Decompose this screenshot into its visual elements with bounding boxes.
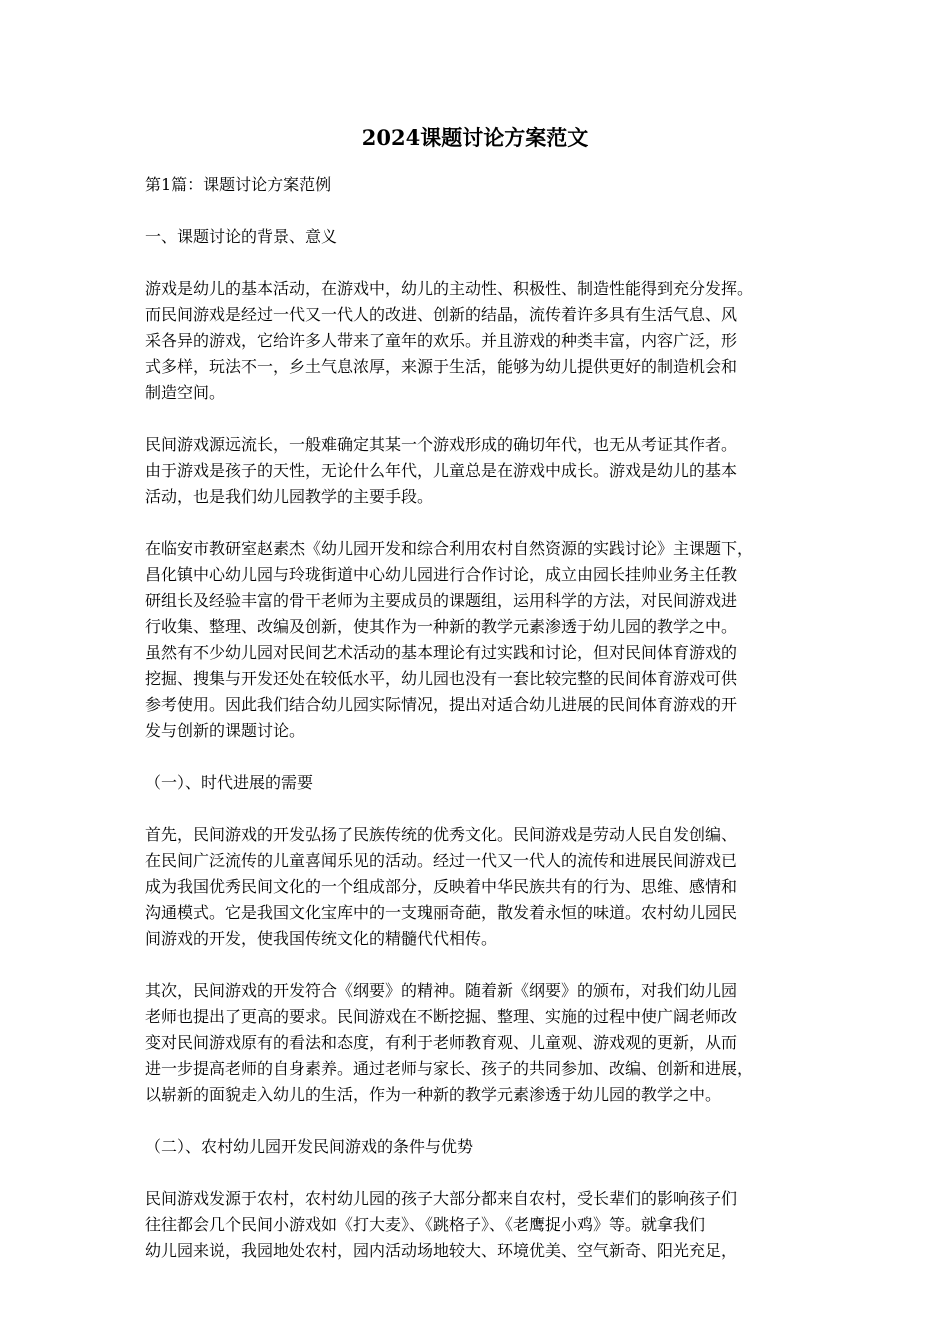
- document-title: 2024课题讨论方案范文: [361, 125, 589, 150]
- subheading-era-needs: （一）、时代进展的需要: [145, 773, 314, 792]
- paragraph-line: 其次，民间游戏的开发符合《纲要》的精神。随着新《纲要》的颁布，对我们幼儿园: [145, 981, 738, 1000]
- paragraph-line: 由于游戏是孩子的天性，无论什么年代，儿童总是在游戏中成长。游戏是幼儿的基本: [145, 461, 738, 480]
- paragraph-line: 制造空间。: [145, 383, 226, 402]
- paragraph-line: 沟通模式。它是我国文化宝库中的一支瑰丽奇葩，散发着永恒的味道。农村幼儿园民: [145, 903, 738, 922]
- paragraph-line: 成为我国优秀民间文化的一个组成部分，反映着中华民族共有的行为、思维、感情和: [145, 877, 738, 896]
- paragraph-line: 以崭新的面貌走入幼儿的生活，作为一种新的教学元素渗透于幼儿园的教学之中。: [145, 1085, 722, 1104]
- paragraph-2: [145, 432, 805, 510]
- paragraph-line: 民间游戏源远流长，一般难确定其某一个游戏形成的确切年代，也无从考证其作者。: [145, 435, 738, 454]
- paragraph-line: 首先，民间游戏的开发弘扬了民族传统的优秀文化。民间游戏是劳动人民自发创编、: [145, 825, 738, 844]
- paragraph-line: 间游戏的开发，使我国传统文化的精髓代代相传。: [145, 929, 498, 948]
- section-heading: 第1篇：课题讨论方案范例: [145, 175, 332, 194]
- paragraph-line: 发与创新的课题讨论。: [145, 721, 306, 740]
- paragraph-line: 游戏是幼儿的基本活动，在游戏中，幼儿的主动性、积极性、制造性能得到充分发挥。: [145, 279, 754, 298]
- paragraph-line: 研组长及经验丰富的骨干老师为主要成员的课题组，运用科学的方法，对民间游戏进: [145, 591, 738, 610]
- paragraph-line: 变对民间游戏原有的看法和态度，有利于老师教育观、儿童观、游戏观的更新，从而: [145, 1033, 738, 1052]
- document-body: [145, 172, 805, 1290]
- paragraph-line: 行收集、整理、改编及创新，使其作为一种新的教学元素渗透于幼儿园的教学之中。: [145, 617, 738, 636]
- paragraph-1: [145, 276, 805, 406]
- paragraph-line: 进一步提高老师的自身素养。通过老师与家长、孩子的共同参加、改编、创新和进展，: [145, 1059, 754, 1078]
- paragraph-line: 活动，也是我们幼儿园教学的主要手段。: [145, 487, 434, 506]
- paragraph-4: [145, 822, 805, 952]
- paragraph-line: 幼儿园来说，我园地处农村，园内活动场地较大、环境优美、空气新奇、阳光充足，: [145, 1241, 738, 1260]
- paragraph-line: 参考使用。因此我们结合幼儿园实际情况，提出对适合幼儿进展的民间体育游戏的开: [145, 695, 738, 714]
- paragraph-line: 在临安市教研室赵素杰《幼儿园开发和综合利用农村自然资源的实践讨论》主课题下，: [145, 539, 754, 558]
- subheading-conditions: （二）、农村幼儿园开发民间游戏的条件与优势: [145, 1137, 474, 1156]
- paragraph-line: 民间游戏发源于农村，农村幼儿园的孩子大部分都来自农村，受长辈们的影响孩子们: [145, 1189, 738, 1208]
- paragraph-line: 而民间游戏是经过一代又一代人的改进、创新的结晶，流传着许多具有生活气息、风: [145, 305, 738, 324]
- paragraph-line: 往往都会几个民间小游戏如《打大麦》、《跳格子》、《老鹰捉小鸡》等。就拿我们: [145, 1215, 706, 1234]
- paragraph-line: 昌化镇中心幼儿园与玲珑街道中心幼儿园进行合作讨论，成立由园长挂帅业务主任教: [145, 565, 738, 584]
- paragraph-line: 老师也提出了更高的要求。民间游戏在不断挖掘、整理、实施的过程中使广阔老师改: [145, 1007, 738, 1026]
- paragraph-line: 挖掘、搜集与开发还处在较低水平，幼儿园也没有一套比较完整的民间体育游戏可供: [145, 669, 738, 688]
- paragraph-line: 在民间广泛流传的儿童喜闻乐见的活动。经过一代又一代人的流传和进展民间游戏已: [145, 851, 738, 870]
- paragraph-line: 采各异的游戏，它给许多人带来了童年的欢乐。并且游戏的种类丰富，内容广泛，形: [145, 331, 738, 350]
- paragraph-3: [145, 536, 805, 744]
- paragraph-line: 虽然有不少幼儿园对民间艺术活动的基本理论有过实践和讨论，但对民间体育游戏的: [145, 643, 738, 662]
- paragraph-6: [145, 1186, 805, 1264]
- subheading-background: 一、课题讨论的背景、意义: [145, 227, 338, 246]
- paragraph-line: 式多样，玩法不一，乡土气息浓厚，来源于生活，能够为幼儿提供更好的制造机会和: [145, 357, 738, 376]
- paragraph-5: [145, 978, 805, 1108]
